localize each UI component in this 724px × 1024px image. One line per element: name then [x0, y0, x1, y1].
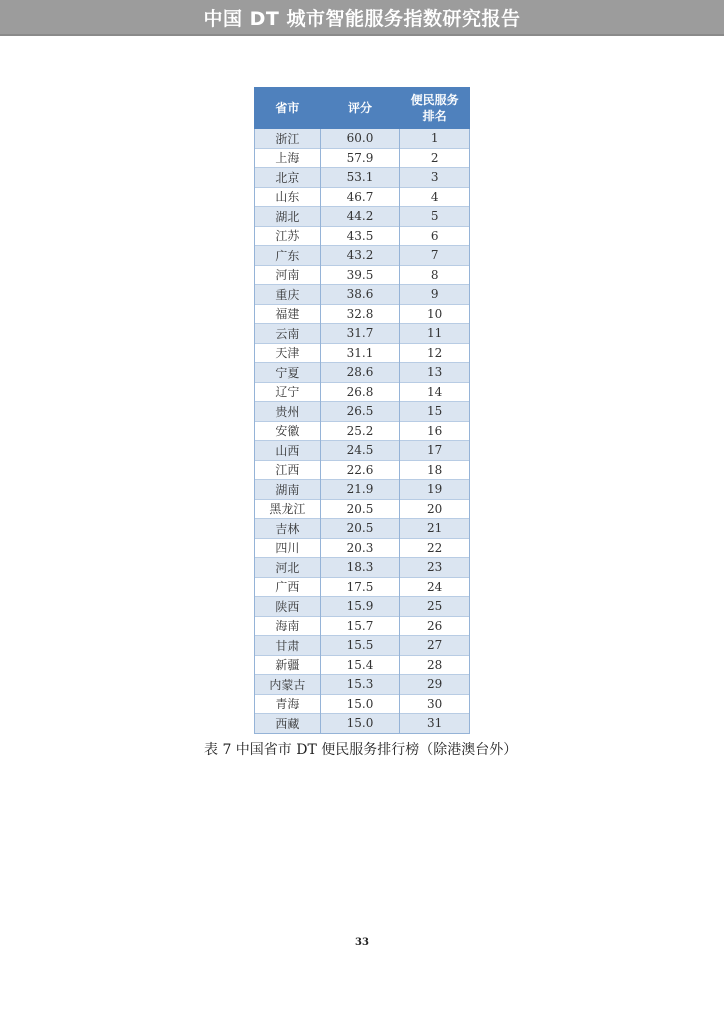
- table-row: [255, 187, 470, 207]
- table-row: [255, 265, 470, 285]
- cell-rank: 9: [400, 285, 470, 305]
- cell-score: 60.0: [320, 129, 400, 149]
- cell-province: 广西: [255, 577, 321, 597]
- cell-province: 湖北: [255, 207, 321, 227]
- table-row: [255, 382, 470, 402]
- table-row: [255, 343, 470, 363]
- cell-rank: 5: [400, 207, 470, 227]
- cell-rank: 25: [400, 597, 470, 617]
- table-row: [255, 597, 470, 617]
- cell-score: 17.5: [320, 577, 400, 597]
- cell-rank: 26: [400, 616, 470, 636]
- cell-province: 河北: [255, 558, 321, 578]
- cell-score: 31.7: [320, 324, 400, 344]
- table-row: [255, 421, 470, 441]
- cell-rank: 6: [400, 226, 470, 246]
- cell-rank: 10: [400, 304, 470, 324]
- cell-score: 20.5: [320, 519, 400, 539]
- cell-province: 吉林: [255, 519, 321, 539]
- cell-score: 43.2: [320, 246, 400, 266]
- cell-province: 浙江: [255, 129, 321, 149]
- cell-province: 重庆: [255, 285, 321, 305]
- cell-score: 31.1: [320, 343, 400, 363]
- cell-rank: 12: [400, 343, 470, 363]
- cell-rank: 2: [400, 148, 470, 168]
- table-row: [255, 324, 470, 344]
- cell-rank: 8: [400, 265, 470, 285]
- cell-province: 黑龙江: [255, 499, 321, 519]
- cell-score: 22.6: [320, 460, 400, 480]
- table-body: [255, 129, 470, 734]
- cell-rank: 23: [400, 558, 470, 578]
- table-row: [255, 655, 470, 675]
- cell-score: 20.5: [320, 499, 400, 519]
- cell-province: 天津: [255, 343, 321, 363]
- cell-rank: 24: [400, 577, 470, 597]
- cell-score: 18.3: [320, 558, 400, 578]
- report-header: [0, 0, 724, 36]
- cell-rank: 28: [400, 655, 470, 675]
- table-row: [255, 694, 470, 714]
- cell-score: 15.0: [320, 714, 400, 734]
- cell-rank: 3: [400, 168, 470, 188]
- cell-score: 39.5: [320, 265, 400, 285]
- cell-province: 四川: [255, 538, 321, 558]
- cell-score: 25.2: [320, 421, 400, 441]
- table-row: [255, 499, 470, 519]
- table-row: [255, 168, 470, 188]
- cell-province: 云南: [255, 324, 321, 344]
- cell-province: 江苏: [255, 226, 321, 246]
- table-row: [255, 714, 470, 734]
- cell-province: 西藏: [255, 714, 321, 734]
- cell-province: 内蒙古: [255, 675, 321, 695]
- table-row: [255, 246, 470, 266]
- cell-score: 53.1: [320, 168, 400, 188]
- table-row: [255, 129, 470, 149]
- ranking-table: [254, 87, 470, 734]
- cell-score: 26.5: [320, 402, 400, 422]
- table-row: [255, 402, 470, 422]
- table-row: [255, 538, 470, 558]
- cell-score: 38.6: [320, 285, 400, 305]
- table-row: [255, 675, 470, 695]
- cell-province: 辽宁: [255, 382, 321, 402]
- cell-score: 15.3: [320, 675, 400, 695]
- column-header-score: 评分: [320, 88, 400, 129]
- table-row: [255, 636, 470, 656]
- cell-score: 57.9: [320, 148, 400, 168]
- table-header-row: [255, 88, 470, 129]
- cell-rank: 17: [400, 441, 470, 461]
- column-header-rank: 便民服务 排名: [400, 88, 470, 129]
- cell-province: 青海: [255, 694, 321, 714]
- cell-score: 32.8: [320, 304, 400, 324]
- cell-province: 甘肃: [255, 636, 321, 656]
- cell-province: 江西: [255, 460, 321, 480]
- cell-score: 24.5: [320, 441, 400, 461]
- cell-province: 湖南: [255, 480, 321, 500]
- cell-score: 15.7: [320, 616, 400, 636]
- table-row: [255, 207, 470, 227]
- cell-province: 宁夏: [255, 363, 321, 383]
- report-title: 中国 DT 城市智能服务指数研究报告: [203, 7, 521, 30]
- cell-score: 15.4: [320, 655, 400, 675]
- cell-rank: 20: [400, 499, 470, 519]
- cell-score: 21.9: [320, 480, 400, 500]
- cell-score: 15.9: [320, 597, 400, 617]
- cell-rank: 18: [400, 460, 470, 480]
- table-row: [255, 363, 470, 383]
- table-row: [255, 519, 470, 539]
- cell-score: 20.3: [320, 538, 400, 558]
- cell-rank: 15: [400, 402, 470, 422]
- column-header-province: 省市: [255, 88, 321, 129]
- cell-province: 广东: [255, 246, 321, 266]
- cell-score: 15.0: [320, 694, 400, 714]
- table-row: [255, 480, 470, 500]
- cell-province: 山东: [255, 187, 321, 207]
- cell-province: 北京: [255, 168, 321, 188]
- page-number: 33: [355, 937, 369, 948]
- table-caption: 表 7 中国省市 DT 便民服务排行榜（除港澳台外）: [204, 742, 518, 758]
- cell-province: 上海: [255, 148, 321, 168]
- cell-rank: 14: [400, 382, 470, 402]
- cell-rank: 31: [400, 714, 470, 734]
- cell-rank: 7: [400, 246, 470, 266]
- cell-rank: 4: [400, 187, 470, 207]
- cell-province: 山西: [255, 441, 321, 461]
- table-row: [255, 558, 470, 578]
- cell-rank: 19: [400, 480, 470, 500]
- cell-score: 43.5: [320, 226, 400, 246]
- cell-score: 28.6: [320, 363, 400, 383]
- table-row: [255, 577, 470, 597]
- cell-rank: 21: [400, 519, 470, 539]
- cell-score: 44.2: [320, 207, 400, 227]
- cell-rank: 11: [400, 324, 470, 344]
- table-row: [255, 460, 470, 480]
- table-row: [255, 441, 470, 461]
- cell-province: 贵州: [255, 402, 321, 422]
- cell-rank: 29: [400, 675, 470, 695]
- cell-score: 26.8: [320, 382, 400, 402]
- cell-rank: 13: [400, 363, 470, 383]
- cell-rank: 1: [400, 129, 470, 149]
- cell-province: 福建: [255, 304, 321, 324]
- table-row: [255, 226, 470, 246]
- cell-score: 46.7: [320, 187, 400, 207]
- cell-province: 安徽: [255, 421, 321, 441]
- cell-province: 陕西: [255, 597, 321, 617]
- cell-province: 河南: [255, 265, 321, 285]
- cell-province: 海南: [255, 616, 321, 636]
- table-row: [255, 616, 470, 636]
- table-row: [255, 148, 470, 168]
- cell-score: 15.5: [320, 636, 400, 656]
- cell-rank: 22: [400, 538, 470, 558]
- cell-rank: 27: [400, 636, 470, 656]
- cell-rank: 30: [400, 694, 470, 714]
- table-row: [255, 285, 470, 305]
- table-row: [255, 304, 470, 324]
- cell-province: 新疆: [255, 655, 321, 675]
- cell-rank: 16: [400, 421, 470, 441]
